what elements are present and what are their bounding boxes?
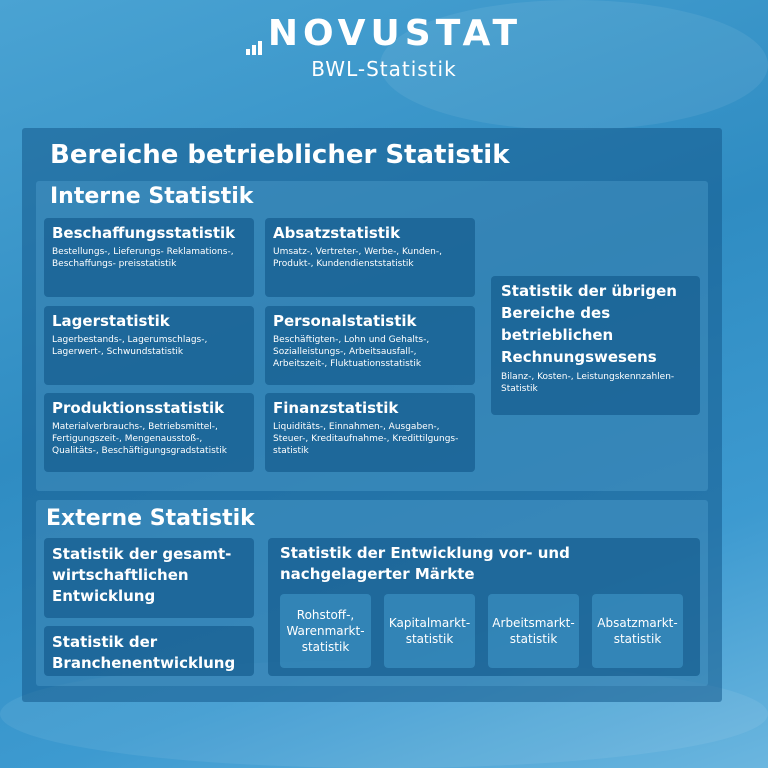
box-branche — [44, 626, 254, 676]
box-absatz — [265, 218, 475, 297]
box-text: Liquiditäts-, Einnahmen-, Ausgaben-, Steuer-, Kreditaufnahme-, Kredittilgungs- statistik — [273, 422, 459, 456]
box-produktion — [44, 393, 254, 472]
box-text: Beschäftigten-, Lohn und Gehalts-, Sozialleistungs-, Arbeitsausfall-, Arbeitszeit-, Fluktuationsstatistik — [273, 335, 430, 369]
box-lager — [44, 306, 254, 385]
market-rohstoff: Rohstoff-, Warenmarkt- statistik — [280, 594, 371, 668]
brand-name: NOVUSTAT — [267, 13, 523, 54]
box-uebrige — [491, 276, 700, 415]
box-title: Beschaffungsstatistik — [52, 224, 236, 242]
box-title: Statistik der gesamt- wirtschaftlichen Entwicklung — [52, 545, 232, 605]
market-absatz: Absatzmarkt- statistik — [592, 594, 683, 668]
box-title: Lagerstatistik — [52, 312, 170, 330]
logo — [0, 14, 768, 81]
box-title: Personalstatistik — [273, 312, 417, 330]
market-arbeit: Arbeitsmarkt- statistik — [488, 594, 579, 668]
box-title: Finanzstatistik — [273, 399, 399, 417]
box-title: Absatzstatistik — [273, 224, 401, 242]
box-text: Lagerbestands-, Lagerumschlags-, Lagerwert-, Schwundstatistik — [52, 335, 208, 357]
brand-subtitle: BWL-Statistik — [311, 57, 457, 81]
box-title: Statistik der Branchenentwicklung — [52, 633, 236, 672]
intern-title: Interne Statistik — [50, 184, 254, 209]
logo-bars-icon — [246, 15, 264, 55]
market-kapital: Kapitalmarkt- statistik — [384, 594, 475, 668]
extern-title: Externe Statistik — [46, 506, 255, 531]
box-title: Produktionsstatistik — [52, 399, 225, 417]
box-finanz — [265, 393, 475, 472]
box-title: Statistik der übrigen Bereiche des betrieblichen Rechnungswesens — [501, 282, 677, 366]
page-title: Bereiche betrieblicher Statistik — [50, 140, 510, 170]
box-title: Statistik der Entwicklung vor- und nachgelagerter Märkte — [280, 544, 570, 583]
box-text: Bestellungs-, Lieferungs- Reklamations-, Beschaffungs- preisstatistik — [52, 247, 234, 269]
box-text: Bilanz-, Kosten-, Leistungskennzahlen- Statistik — [501, 372, 675, 394]
box-personal — [265, 306, 475, 385]
box-beschaffung — [44, 218, 254, 297]
box-text: Umsatz-, Vertreter-, Werbe-, Kunden-, Produkt-, Kundendienststatistik — [273, 247, 442, 269]
box-gesamtwirtschaft — [44, 538, 254, 618]
box-text: Materialverbrauchs-, Betriebsmittel-, Fertigungszeit-, Mengenausstoß-, Qualitäts-, Beschäftigungsgradstatistik — [52, 422, 227, 456]
